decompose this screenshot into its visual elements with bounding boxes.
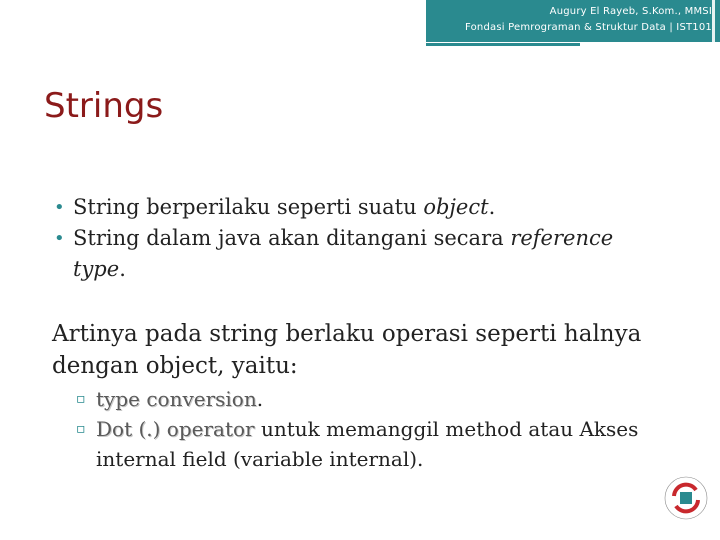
- bullet-item: [52, 192, 672, 223]
- sub-bullet-term: Dot (.) operator: [96, 417, 255, 441]
- square-bullet-icon: ▫: [76, 421, 86, 437]
- bullet-text: String berperilaku seperti suatu: [73, 195, 424, 219]
- sub-bullet-rest: untuk memanggil method atau Akses internal field (variable internal).: [96, 417, 639, 471]
- bullet-emphasis: reference type: [73, 226, 614, 281]
- sub-bullet-list: [76, 384, 676, 474]
- bullet-item: [52, 223, 672, 285]
- header-author: Augury El Rayeb, S.Kom., MMSI: [549, 6, 712, 17]
- logo-teal-square: [680, 492, 692, 504]
- header-underline: [426, 43, 580, 46]
- bullet-emphasis: object: [423, 195, 489, 219]
- sub-bullet-term: type conversion: [96, 387, 257, 411]
- header-course: Fondasi Pemrograman & Struktur Data | IST101: [465, 22, 712, 33]
- bullet-tail: .: [119, 257, 126, 281]
- body-paragraph: Artinya pada string berlaku operasi seperti halnya dengan object, yaitu:: [52, 321, 642, 379]
- header-bar: [426, 0, 720, 42]
- university-logo-icon: [652, 458, 720, 538]
- bullet-text: String dalam java akan ditangani secara: [73, 226, 511, 250]
- bullet-dot-icon: •: [54, 197, 65, 218]
- bullet-dot-icon: •: [54, 228, 65, 249]
- slide-title: Strings: [44, 86, 164, 126]
- sub-bullet-item: [76, 384, 676, 414]
- sub-bullet-rest: .: [256, 387, 264, 411]
- square-bullet-icon: ▫: [76, 391, 86, 407]
- bullet-list: [52, 192, 672, 285]
- bullet-tail: .: [488, 195, 496, 219]
- header-accent-line: [712, 0, 715, 42]
- sub-bullet-item: [76, 414, 676, 474]
